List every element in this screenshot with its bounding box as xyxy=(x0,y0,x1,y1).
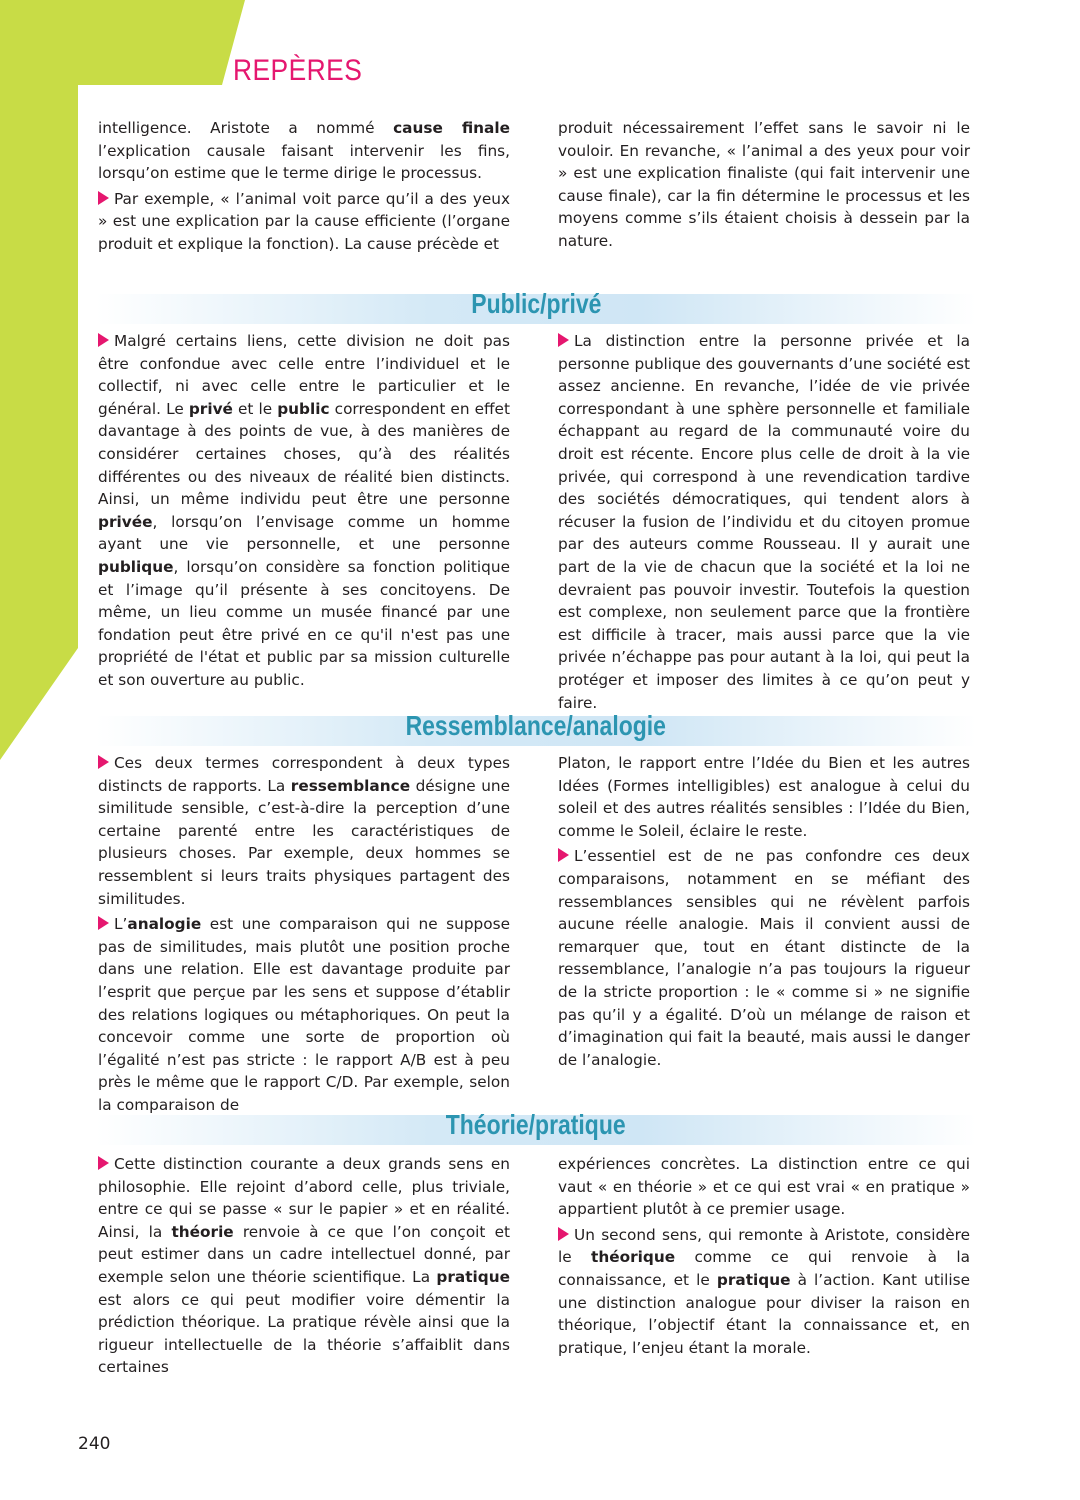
paragraph: produit nécessairement l’effet sans le savoir ni le vouloir. En revanche, « l’animal a des yeux pour voir » est une explication finaliste (qui fait intervenir une cause finale), car la fin détermine le processus et les moyens comme s’ils étaient choisis à dessein par la nature. xyxy=(558,119,970,250)
bullet-icon xyxy=(98,333,109,347)
paragraph: Platon, le rapport entre l’Idée du Bien et les autres Idées (Formes intelligibles) est analogue à celui du soleil et des autres réalités sensibles : l’Idée du Bien, comme le Soleil, éclaire le reste. xyxy=(558,754,970,840)
section-heading-ressemblance-analogie xyxy=(96,710,976,746)
page-number: 240 xyxy=(78,1434,111,1454)
reperes-header: REPÈRES xyxy=(233,54,363,87)
section-title: Ressemblance/analogie xyxy=(405,710,667,741)
theorie-left-column xyxy=(98,1153,510,1379)
section-title: Théorie/pratique xyxy=(446,1109,626,1140)
paragraph: expériences concrètes. La distinction entre ce qui vaut « en théorie » et ce qui est vrai « en pratique » appartient plutôt à ce premier usage. xyxy=(558,1155,970,1219)
paragraph: La distinction entre la personne privée et la personne publique des gouvernants d’une société est assez ancienne. En revanche, l’idée de vie privée correspondant à une sphère personnelle et familiale échappant au regard de la communauté voire du droit est récente. Encore plus celle de droit à la vie privée, qui correspond à une revendication tardive des sociétés démocratiques, qui tendent alors à récuser la fusion de l’individu et du citoyen promue par des auteurs comme Rousseau. Il y aurait une part de la vie de chacun que la société et la loi ne devraient pas pouvoir investir. Toutefois la question est complexe, non seulement parce que la frontière est difficile à tracer, mais aussi parce que la vie privée n’échappe pas pour autant à la loi, qui peut la protéger et imposer des limites à ce qu’on peut y faire. xyxy=(558,332,970,712)
paragraph: Cette distinction courante a deux grands sens en philosophie. Elle rejoint d’abord celle, plus triviale, entre ce qui se passe « sur le papier » et en réalité. Ainsi, la théorie renvoie à ce que l’on conçoit et peut estimer dans un cadre intellectuel donné, par exemple selon une théorie scientifique. La pratique est alors ce qui peut modifier voire démentir la prédiction théorique. La pratique révèle ainsi que la rigueur intellectuelle de la théorie s’affaiblit dans certaines xyxy=(98,1155,510,1377)
paragraph: intelligence. Aristote a nommé cause finale l’explication causale faisant intervenir les fins, lorsqu’on estime que le terme dirige le processus. xyxy=(98,119,510,183)
paragraph: Malgré certains liens, cette division ne doit pas être confondue avec celle entre l’individuel et le collectif, ni avec celle entre le particulier et le général. Le privé et le public correspondent en effet davantage à des points de vue, à des manières de considérer certaines choses, qu’à des réalités différentes ou des niveaux de réalité bien distincts. Ainsi, un même individu peut être une personne privée, lorsqu’on l’envisage comme un homme ayant une vie personnelle, et une personne publique, lorsqu’on considère sa fonction politique et l’image qu’il présente à ses concitoyens. De même, un lieu comme un musée financé par une fondation peut être privé en ce qu'il n'est pas une propriété de l'état et public par sa mission culturelle et son ouverture au public. xyxy=(98,332,510,689)
section-title: Public/privé xyxy=(470,288,602,319)
section-heading-public-prive xyxy=(96,288,976,324)
bullet-icon xyxy=(558,848,569,862)
paragraph: Ces deux termes correspondent à deux types distincts de rapports. La ressemblance désigne une similitude sensible, c’est-à-dire la perception d’une certaine parenté entre les caractéristiques de plusieurs choses. Par exemple, deux hommes se ressemblent si leurs traits physiques partagent des similitudes. xyxy=(98,754,511,908)
paragraph: L’analogie est une comparaison qui ne suppose pas de similitudes, mais plutôt une position proche dans une relation. Elle est davantage produite par l’esprit que perçue par les sens et suppose d’établir des relations logiques ou métaphoriques. On peut la concevoir comme une sorte de proportion où l’égalité n’est pas stricte : le rapport A/B est à peu près le même que le rapport C/D. Par exemple, selon la comparaison de xyxy=(98,915,510,1114)
intro-left-column xyxy=(98,117,510,256)
ressemblance-right-column xyxy=(558,752,970,1071)
bullet-icon xyxy=(98,755,109,769)
section-heading-theorie-pratique xyxy=(96,1109,976,1145)
bullet-icon xyxy=(558,333,569,347)
bullet-icon xyxy=(98,1156,109,1170)
theorie-right-column xyxy=(558,1153,970,1359)
paragraph: L’essentiel est de ne pas confondre ces deux comparaisons, notamment en se méfiant des ressemblances sensibles qui ne révèlent parfois aucune réelle analogie. Mais il convient aussi de remarquer que, tout en étant distincte de la ressemblance, l’analogie n’a pas toujours la rigueur de la stricte proportion : le « comme si » ne signifie pas qu’il y a égalité. D’où un mélange de raison et d’imagination qui fait la beauté, mais aussi le danger de l’analogie. xyxy=(558,847,970,1069)
paragraph: Un second sens, qui remonte à Aristote, considère le théorique comme ce qui renvoie à la connaissance, et le pratique à l’action. Kant utilise une distinction analogue pour diviser la raison en théorique, l’objectif étant la connaissance et, en pratique, l’enjeu étant la morale. xyxy=(558,1225,970,1357)
header-mask xyxy=(78,85,238,105)
paragraph: Par exemple, « l’animal voit parce qu’il a des yeux » est une explication par la cause efficiente (l’organe produit et explique la fonction). La cause précède et xyxy=(98,189,510,253)
public-prive-left-column xyxy=(98,330,510,692)
bullet-icon xyxy=(98,916,109,930)
bullet-icon xyxy=(558,1227,569,1241)
public-prive-right-column xyxy=(558,330,970,714)
ressemblance-left-column xyxy=(98,752,510,1117)
bullet-icon xyxy=(98,191,109,205)
intro-right-column xyxy=(558,117,970,253)
